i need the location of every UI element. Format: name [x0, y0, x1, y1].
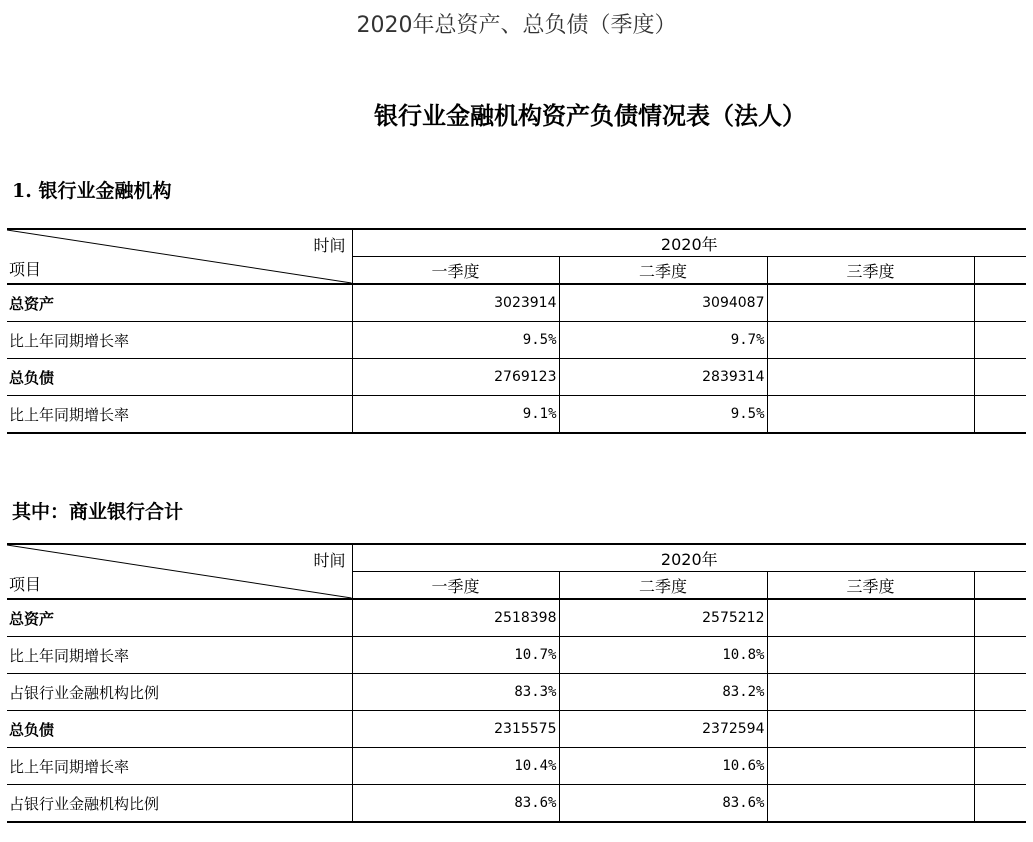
cell-q2: 10.6%: [559, 748, 767, 785]
table-row: [7, 599, 1026, 637]
diagonal-line: [7, 545, 352, 598]
table-row: [7, 396, 1026, 434]
table-row: [7, 674, 1026, 711]
cell-q1: 2315575: [352, 711, 559, 748]
header-q2: 二季度: [559, 257, 767, 285]
cell-q4: [974, 322, 1026, 359]
header-time-label: 时间: [313, 236, 346, 255]
header-q1: 一季度: [352, 572, 559, 600]
cell-q4: [974, 637, 1026, 674]
cell-q1: 2518398: [352, 599, 559, 637]
cell-q2: 9.5%: [559, 396, 767, 434]
row-label: 总资产: [7, 599, 352, 637]
diagonal-header-cell: [7, 544, 352, 599]
table-row: [7, 748, 1026, 785]
cell-q4: [974, 396, 1026, 434]
cell-q2: 10.8%: [559, 637, 767, 674]
cell-q1: 9.5%: [352, 322, 559, 359]
cell-q4: [974, 284, 1026, 322]
cell-q3: [767, 674, 974, 711]
cell-q4: [974, 711, 1026, 748]
header-q4: [974, 572, 1026, 600]
header-item-label: 项目: [9, 575, 42, 594]
cell-q4: [974, 674, 1026, 711]
table-row: [7, 637, 1026, 674]
row-label: 比上年同期增长率: [7, 748, 352, 785]
row-label: 总负债: [7, 359, 352, 396]
section-title-commercial-banks: 其中：商业银行合计: [12, 501, 184, 523]
table-row: [7, 322, 1026, 359]
cell-q4: [974, 599, 1026, 637]
document-title: 银行业金融机构资产负债情况表（法人）: [374, 101, 806, 130]
cell-q2: 9.7%: [559, 322, 767, 359]
cell-q4: [974, 748, 1026, 785]
diagonal-header-cell: [7, 229, 352, 284]
header-q3: 三季度: [767, 257, 974, 285]
cell-q1: 83.3%: [352, 674, 559, 711]
cell-q1: 2769123: [352, 359, 559, 396]
row-label: 总资产: [7, 284, 352, 322]
diagonal-line: [7, 230, 352, 283]
header-q4: [974, 257, 1026, 285]
cell-q3: [767, 396, 974, 434]
cell-q4: [974, 785, 1026, 823]
cell-q3: [767, 748, 974, 785]
cell-q1: 83.6%: [352, 785, 559, 823]
row-label: 比上年同期增长率: [7, 637, 352, 674]
cell-q3: [767, 322, 974, 359]
cell-q4: [974, 359, 1026, 396]
header-q1: 一季度: [352, 257, 559, 285]
cell-q1: 10.4%: [352, 748, 559, 785]
table-commercial-banks: [7, 543, 1026, 823]
cell-q2: 3094087: [559, 284, 767, 322]
row-label: 占银行业金融机构比例: [7, 785, 352, 823]
cell-q1: 9.1%: [352, 396, 559, 434]
cell-q3: [767, 637, 974, 674]
page-title: 2020年总资产、总负债（季度）: [356, 13, 677, 38]
table-row: [7, 359, 1026, 396]
header-q2: 二季度: [559, 572, 767, 600]
cell-q3: [767, 785, 974, 823]
cell-q3: [767, 711, 974, 748]
cell-q1: 10.7%: [352, 637, 559, 674]
row-label: 比上年同期增长率: [7, 396, 352, 434]
table-row: [7, 785, 1026, 823]
cell-q3: [767, 284, 974, 322]
cell-q3: [767, 599, 974, 637]
header-item-label: 项目: [9, 260, 42, 279]
row-label: 占银行业金融机构比例: [7, 674, 352, 711]
row-label: 总负债: [7, 711, 352, 748]
header-year: 2020年: [352, 544, 1026, 572]
cell-q1: 3023914: [352, 284, 559, 322]
section-title-banking-institutions: 1. 银行业金融机构: [12, 180, 172, 202]
cell-q2: 83.6%: [559, 785, 767, 823]
cell-q2: 2372594: [559, 711, 767, 748]
cell-q2: 83.2%: [559, 674, 767, 711]
table-row: [7, 711, 1026, 748]
header-year: 2020年: [352, 229, 1026, 257]
row-label: 比上年同期增长率: [7, 322, 352, 359]
header-q3: 三季度: [767, 572, 974, 600]
table-row: [7, 284, 1026, 322]
cell-q2: 2839314: [559, 359, 767, 396]
header-time-label: 时间: [313, 551, 346, 570]
cell-q3: [767, 359, 974, 396]
cell-q2: 2575212: [559, 599, 767, 637]
table-banking-institutions: [7, 228, 1026, 434]
